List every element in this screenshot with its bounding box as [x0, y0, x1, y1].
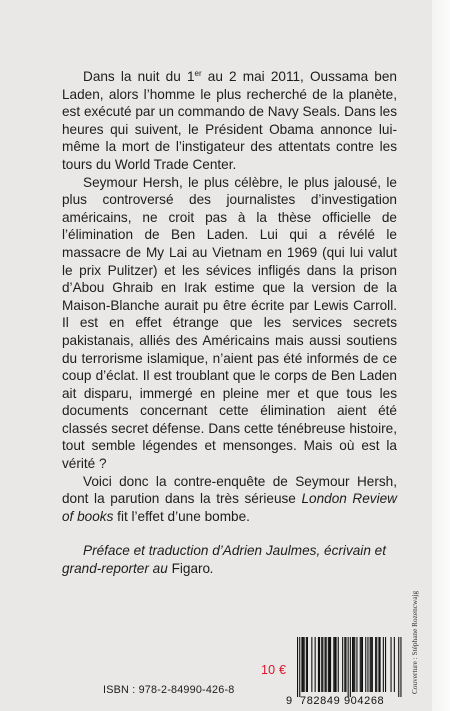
barcode-bar — [326, 637, 327, 692]
barcode-bar — [301, 637, 302, 692]
blurb — [62, 68, 397, 578]
barcode-bar — [334, 637, 335, 692]
paragraph-1: Dans la nuit du 1er au 2 mai 2011, Oussama ben Laden, alors l’homme le plus recherché de la planète, est exécuté par un commando de Navy Seals. Dans les heures qui suivent, le Président Obama annonce lui-même la mort de l’instigateur des attentats contre les tours du World Trade Center. — [62, 69, 397, 172]
barcode — [286, 637, 404, 709]
barcode-bar — [348, 637, 349, 697]
barcode-bar — [367, 637, 368, 692]
barcode-bar — [362, 637, 363, 692]
barcode-bar — [376, 637, 377, 692]
barcode-bar — [354, 637, 355, 692]
superscript-er: er — [194, 69, 202, 78]
cover-design-credit: Couverture : Stéphane Rozencwajg — [411, 590, 419, 694]
barcode-bar — [383, 637, 384, 692]
barcode-bar — [299, 637, 300, 697]
barcode-bar — [391, 637, 392, 692]
barcode-bar — [352, 637, 353, 692]
barcode-bar — [330, 637, 331, 692]
barcode-bar — [365, 637, 366, 692]
barcode-bar — [344, 637, 345, 692]
barcode-bar — [356, 637, 357, 692]
preface-credit: Préface et traduction d’Adrien Jaulmes, écrivain et grand-reporter au Figaro. — [62, 543, 386, 577]
ean-digits: 782849 904268 — [300, 695, 385, 707]
barcode-bar — [350, 637, 351, 697]
barcode-bars — [286, 637, 404, 697]
isbn-label: ISBN : 978-2-84990-426-8 — [103, 684, 235, 696]
barcode-bar — [306, 637, 307, 692]
barcode-bar — [333, 637, 334, 692]
barcode-bar — [361, 637, 362, 692]
barcode-bar — [315, 637, 316, 692]
barcode-bar — [328, 637, 329, 692]
barcode-bar — [360, 637, 361, 692]
barcode-bar — [375, 637, 376, 692]
barcode-bar — [321, 637, 322, 692]
price-label: 10 € — [261, 663, 287, 677]
journal-title: London Review of books — [62, 491, 398, 524]
barcode-bar — [394, 637, 395, 692]
barcode-bar — [398, 637, 399, 697]
barcode-bar — [322, 637, 323, 692]
barcode-bar — [329, 637, 330, 692]
ean-first-digit: 9 — [286, 695, 293, 707]
barcode-bar — [342, 637, 343, 692]
barcode-bar — [380, 637, 381, 692]
barcode-bar — [385, 637, 386, 692]
newspaper-name: Figaro — [171, 561, 211, 577]
barcode-bar — [338, 637, 339, 692]
barcode-bar — [336, 637, 337, 692]
paragraph-2: Seymour Hersh, le plus célèbre, le plus jalousé, le plus controversé des journalistes d’investigation américains, ne croit pas à la thèse officielle de l’élimination de Ben Laden. Lui qui a révélé le massacre de My Lai au Vietnam en 1969 (qui lui valut le prix Pulitzer) et les sévices infligés dans la prison d’Abou Ghraib en Irak estime que la version de la Maison-Blanche aurait pu être écrite par Lewis Carroll. Il est en effet étrange que les services secrets pakistanais, alliés des Américains mais aussi soutiens du terrorisme islamique, n’aient pas été informés de ce coup d’éclat. Il est troublant que le corps de Ben Laden ait disparu, immergé en pleine mer et que tous les documents concernant cette élimination aient été classés secret défense. Dans cette ténébreuse histoire, tout semble légendes et mensonges. Mais où est la vérité ? — [62, 174, 397, 472]
barcode-bar — [353, 637, 354, 692]
barcode-bar — [297, 637, 298, 697]
barcode-bar — [345, 637, 346, 692]
barcode-bar — [307, 637, 308, 692]
barcode-bar — [400, 637, 401, 697]
paragraph-3: Voici donc la contre-enquête de Seymour Hersh, dont la parution dans la très sérieuse London Review of books fit l’effet d’une bombe. — [62, 473, 398, 524]
barcode-bar — [319, 637, 320, 692]
barcode-bar — [311, 637, 312, 692]
barcode-bar — [378, 637, 379, 692]
barcode-bar — [372, 637, 373, 692]
barcode-bar — [371, 637, 372, 692]
barcode-bar — [318, 637, 319, 692]
spine-edge — [432, 0, 450, 711]
barcode-bar — [304, 637, 305, 692]
barcode-bar — [325, 637, 326, 692]
barcode-bar — [303, 637, 304, 692]
barcode-bar — [370, 637, 371, 692]
